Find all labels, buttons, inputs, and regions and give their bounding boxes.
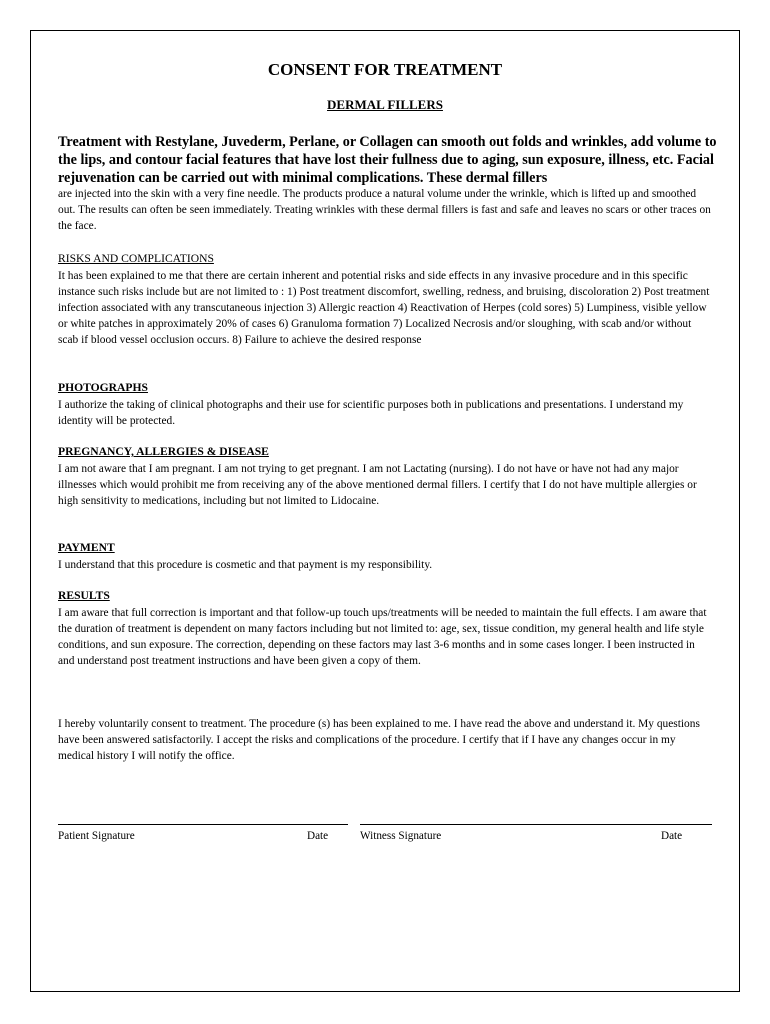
pregnancy-paragraph: I am not aware that I am pregnant. I am not trying to get pregnant. I am not Lactating (nursing). I do not have or have not had any major illnesses which would prohibit me from receiving any of the above mentioned dermal fillers. I certify that I do not have multiple allergies or high sensitivity to medications, including but not limited to Lidocaine.: [58, 463, 697, 507]
patient-signature-label: Patient Signature: [58, 830, 135, 842]
risks-paragraph: It has been explained to me that there are certain inherent and potential risks and side effects in any invasive procedure and in this specific instance such risks include but are not limited to : 1) Post treatment discomfort, swelling, redness, and bruising, discoloration 2) Post treatment infection associated with any transcutaneous injection 3) Allergic reaction 4) Reactivation of Herpes (cold sores) 5) Lumpiness, visible yellow or white patches in approximately 20% of cases 6) Granuloma formation 7) Localized Necrosis and/or sloughing, with scab and/or without scab if blood vessel occlusion occurs. 8) Failure to achieve the desired response: [58, 270, 710, 346]
consent-paragraph: I hereby voluntarily consent to treatment. The procedure (s) has been explained to me. I have read the above and understand it. My questions have been answered satisfactorily. I accept the risks and complications of the procedure. I certify that if I have any changes occur in my medical history I will notify the office.: [58, 718, 700, 762]
risks-heading: RISKS AND COMPLICATIONS: [58, 252, 214, 265]
photographs-heading: PHOTOGRAPHS: [58, 381, 148, 394]
witness-signature-line: [360, 824, 712, 825]
intro-bold-paragraph: Treatment with Restylane, Juvederm, Perlane, or Collagen can smooth out folds and wrinkles, add volume to the lips, and contour facial features that have lost their fullness due to aging, sun exposure, illness, etc. Facial rejuvenation can be carried out with minimal complications. These dermal fillers: [58, 134, 717, 186]
patient-date-label: Date: [307, 830, 329, 842]
witness-date-label: Date: [661, 830, 683, 842]
patient-signature-line: [58, 824, 348, 825]
payment-heading: PAYMENT: [58, 541, 115, 554]
results-paragraph: I am aware that full correction is important and that follow-up touch ups/treatments will be needed to maintain the full effects. I am aware that the duration of treatment is dependent on many factors including but not limited to: age, sex, tissue condition, my general health and life style conditions, and sun exposure. The correction, depending on these factors may last 3-6 months and in some cases longer. I been instructed in and understand post treatment instructions and have been given a copy of them.: [58, 607, 707, 667]
payment-paragraph: I understand that this procedure is cosmetic and that payment is my responsibility.: [58, 559, 433, 571]
document-title: CONSENT FOR TREATMENT: [267, 60, 503, 79]
witness-signature-label: Witness Signature: [360, 830, 442, 842]
intro-paragraph: are injected into the skin with a very fine needle. The products produce a natural volume under the wrinkle, which is lifted up and smoothed out. The results can often be seen immediately. Treating wrinkles with these dermal fillers is fast and safe and leaves no scars or other traces on the face.: [58, 188, 711, 232]
results-heading: RESULTS: [58, 589, 110, 602]
document-subtitle: DERMAL FILLERS: [327, 97, 443, 112]
photographs-paragraph: I authorize the taking of clinical photographs and their use for scientific purposes both in publications and presentations. I understand my identity will be protected.: [58, 399, 684, 427]
pregnancy-heading: PREGNANCY, ALLERGIES & DISEASE: [58, 445, 269, 458]
